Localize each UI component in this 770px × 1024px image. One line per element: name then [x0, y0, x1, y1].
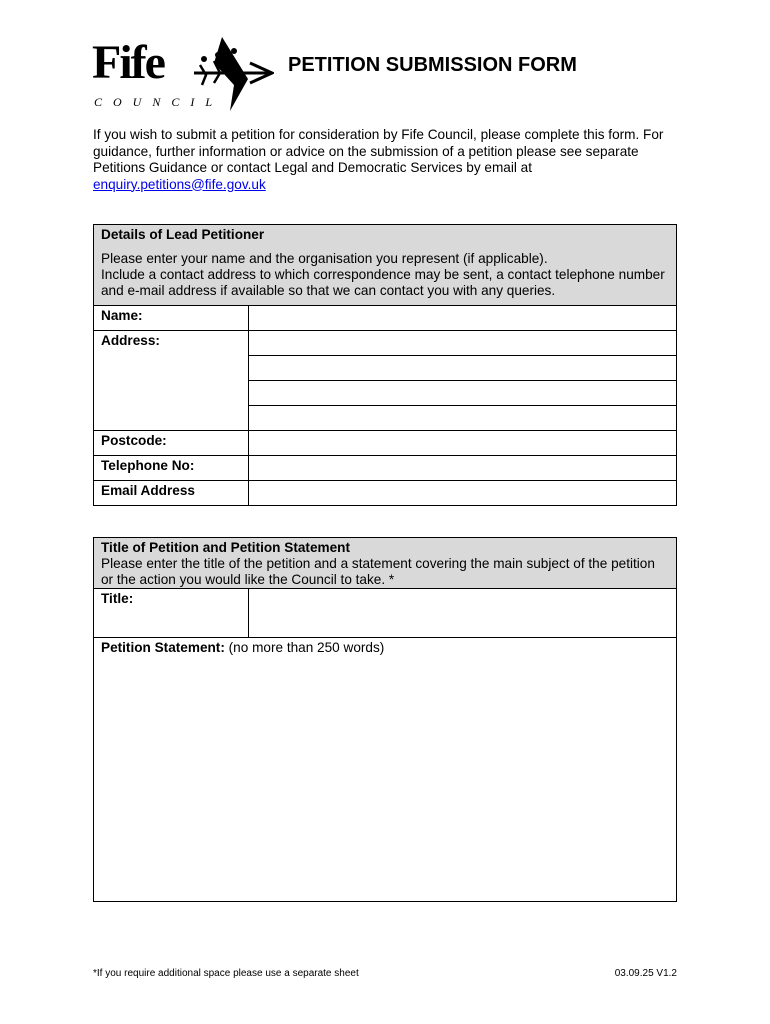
telephone-label: Telephone No:	[94, 456, 249, 481]
logo-council-text: COUNCIL	[94, 95, 224, 109]
statement-hint: (no more than 250 words)	[224, 640, 385, 655]
logo-wordmark: Fife	[92, 36, 164, 89]
email-link[interactable]: enquiry.petitions@fife.gov.uk	[93, 176, 266, 192]
lead-petitioner-table	[93, 224, 677, 506]
email-label: Email Address	[94, 481, 249, 506]
telephone-field[interactable]	[249, 456, 677, 481]
name-field[interactable]	[249, 306, 677, 331]
fife-council-logo	[92, 33, 282, 113]
postcode-field[interactable]	[249, 431, 677, 456]
statement-label: Petition Statement:	[101, 640, 225, 655]
address-label: Address:	[94, 331, 249, 431]
intro-paragraph	[93, 127, 683, 193]
section-instructions: Please enter your name and the organisation you represent (if applicable).	[101, 251, 548, 266]
page-title: PETITION SUBMISSION FORM	[288, 54, 577, 76]
address-line-2-field[interactable]	[249, 356, 677, 381]
address-line-1-field[interactable]	[249, 331, 677, 356]
section-instructions: Include a contact address to which correspondence may be sent, a contact telephone number and e-mail address if available so that we can contact you with any queries.	[101, 267, 665, 298]
intro-text: If you wish to submit a petition for consideration by Fife Council, please complete this form. For guidance, further information or advice on the submission of a petition please see separate Petitions Guidance or contact Legal and Democratic Services by email at	[93, 127, 664, 175]
title-field[interactable]	[249, 589, 677, 638]
footer-version: 03.09.25 V1.2	[614, 968, 677, 979]
section-instructions: Please enter the title of the petition and a statement covering the main subject of the petition or the action you would like the Council to take. *	[101, 556, 655, 587]
logo-emblem-icon	[190, 33, 274, 113]
section-heading: Title of Petition and Petition Statement	[101, 540, 350, 555]
title-label: Title:	[94, 589, 249, 638]
petition-statement-table	[93, 537, 677, 902]
postcode-label: Postcode:	[94, 431, 249, 456]
section-heading: Details of Lead Petitioner	[101, 227, 265, 242]
statement-field[interactable]	[94, 638, 677, 902]
email-field[interactable]	[249, 481, 677, 506]
name-label: Name:	[94, 306, 249, 331]
petition-header	[94, 538, 677, 589]
footer-note: *If you require additional space please use a separate sheet	[93, 968, 359, 979]
address-line-3-field[interactable]	[249, 381, 677, 406]
address-line-4-field[interactable]	[249, 406, 677, 431]
lead-petitioner-header	[94, 225, 677, 306]
